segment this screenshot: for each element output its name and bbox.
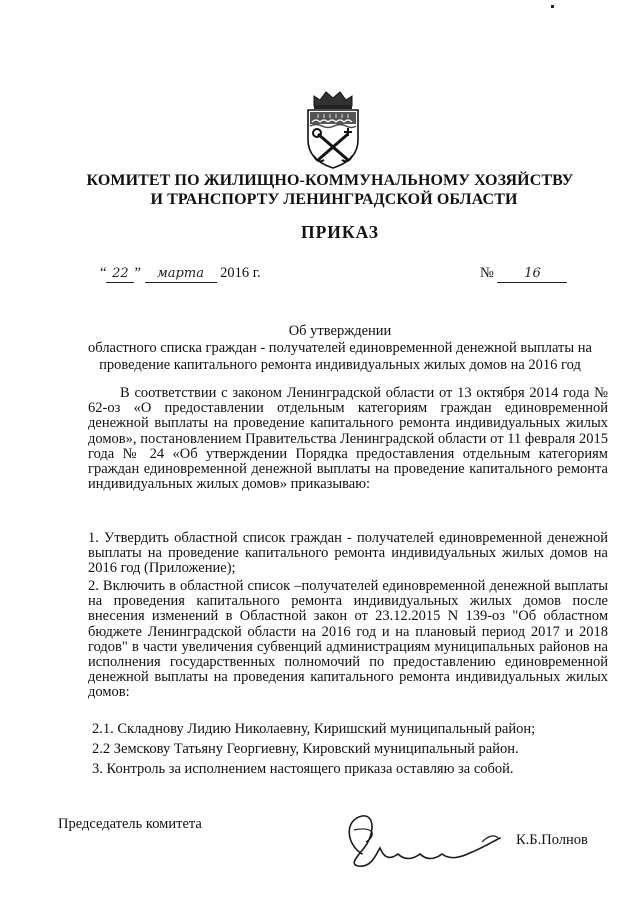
document-number (480, 265, 567, 283)
date-close-quote: ” (134, 265, 141, 281)
document-type-title: ПРИКАЗ (300, 222, 380, 242)
handwritten-signature (332, 808, 504, 878)
date-month: марта (145, 266, 217, 283)
order-item-2-1: 2.1. Складнову Лидию Николаевну, Киришский муниципальный район; (92, 721, 536, 737)
order-item-3: 3. Контроль за исполнением настоящего приказа оставляю за собой. (92, 761, 514, 777)
document-date (100, 265, 261, 283)
order-item-2-2: 2.2 Земскову Татьяну Георгиевну, Кировский муниципальный район. (92, 741, 519, 757)
scan-speck (551, 5, 554, 8)
signatory-name: К.Б.Полнов (516, 832, 588, 848)
subject-line-2: областного списка граждан - получателей единовременной денежной выплаты на (88, 340, 592, 356)
number-label: № (480, 265, 494, 281)
preamble-paragraph: В соответствии с законом Ленинградской области от 13 октября 2014 года № 62-оз «О предоставлении отдельным категориям граждан единовременной денежной выплаты на проведение капитального ремонта индивидуальных жилых домов», постановлением Правительства Ленинградской области от 11 февраля 2015 года № 24 «Об утверждении Порядка предоставления отдельным категориям граждан единовременной денежной выплаты на проведение капитального ремонта индивидуальных жилых домов» приказываю: (88, 385, 608, 493)
org-name-line-1: КОМИТЕТ ПО ЖИЛИЩНО-КОММУНАЛЬНОМУ ХОЗЯЙСТВУ (86, 172, 574, 189)
date-year: 2016 г. (220, 265, 261, 281)
subject-line-1: Об утверждении (288, 323, 392, 339)
org-name-line-2: И ТРАНСПОРТУ ЛЕНИНГРАДСКОЙ ОБЛАСТИ (150, 191, 518, 208)
coat-of-arms-icon (300, 88, 366, 170)
date-day: 22 (106, 266, 134, 283)
order-item-1: 1. Утвердить областной список граждан - получателей единовременной денежной выплаты на проведение капитального ремонта индивидуальных жилых домов на 2016 год (Приложение); (88, 530, 608, 577)
signatory-position: Председатель комитета (58, 816, 202, 832)
subject-line-3: проведение капитального ремонта индивидуальных жилых домов на 2016 год (99, 357, 581, 373)
date-open-quote: “ (100, 265, 107, 281)
number-value: 16 (497, 266, 567, 283)
order-item-2: 2. Включить в областной список –получателей единовременной денежной выплаты на проведения капитального ремонта индивидуальных жилых домов после внесения изменений в Областной закон от 23.12.2015 N 139-оз "Об областном бюджете Ленинградской области на 2016 год и на плановый период 2017 и 2018 годов" в части увеличения субвенций администрациям муниципальных районов на исполнения государственных полномочий по предоставлению единовременной денежной выплаты на проведения капитального ремонта индивидуальных жилых домов: (88, 578, 608, 701)
